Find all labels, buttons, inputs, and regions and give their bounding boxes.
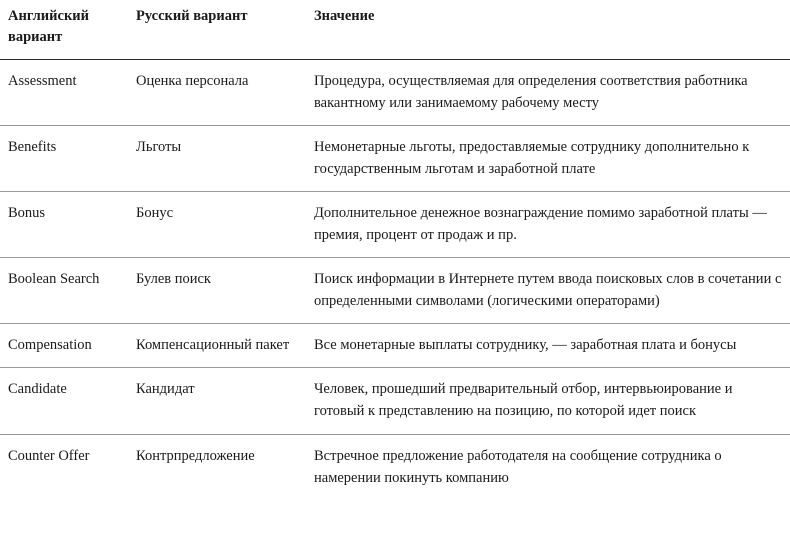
cell-russian: Компенсационный пакет (136, 337, 290, 354)
column-header-russian: Русский вариант (136, 8, 248, 24)
table-row (0, 434, 790, 500)
cell-russian: Бонус (136, 205, 174, 222)
table-header (0, 0, 790, 60)
cell-meaning: Человек, прошедший предварительный отбор, интервьюирование и готовый к представлению на позицию, по которой идет поиск (314, 381, 733, 420)
cell-english: Benefits (8, 139, 57, 156)
table-row (0, 324, 790, 368)
cell-russian: Оценка персонала (136, 73, 249, 90)
cell-english: Candidate (8, 381, 67, 398)
cell-english: Compensation (8, 337, 92, 354)
cell-meaning: Встречное предложение работодателя на сообщение сотрудника о намерении покинуть компанию (314, 447, 722, 486)
cell-english: Bonus (8, 205, 46, 222)
cell-meaning: Поиск информации в Интернете путем ввода поисковых слов в сочетании с определенными символами (логическими операторами) (314, 271, 782, 310)
cell-russian: Булев поиск (136, 271, 211, 288)
cell-english: Boolean Search (8, 271, 100, 288)
table-header-row (0, 0, 790, 60)
cell-meaning: Все монетарные выплаты сотруднику, — заработная плата и бонусы (314, 337, 737, 354)
cell-meaning: Дополнительное денежное вознаграждение помимо заработной платы — премия, процент от продаж и пр. (314, 205, 767, 244)
column-header-english: Английский вариант (8, 8, 90, 45)
table-row (0, 368, 790, 434)
cell-russian: Льготы (136, 139, 182, 156)
column-header-meaning: Значение (314, 8, 375, 24)
cell-meaning: Немонетарные льготы, предоставляемые сотруднику дополнительно к государственным льготам и заработной плате (314, 139, 750, 178)
table-row (0, 258, 790, 324)
cell-russian: Кандидат (136, 381, 195, 398)
table-row (0, 60, 790, 126)
table-body (0, 60, 790, 500)
cell-english: Counter Offer (8, 447, 90, 464)
cell-english: Assessment (8, 73, 77, 90)
cell-meaning: Процедура, осуществляемая для определения соответствия работника вакантному или занимаемому рабочему месту (314, 73, 748, 112)
table-row (0, 126, 790, 192)
cell-russian: Контрпредложение (136, 447, 255, 464)
table-row (0, 192, 790, 258)
